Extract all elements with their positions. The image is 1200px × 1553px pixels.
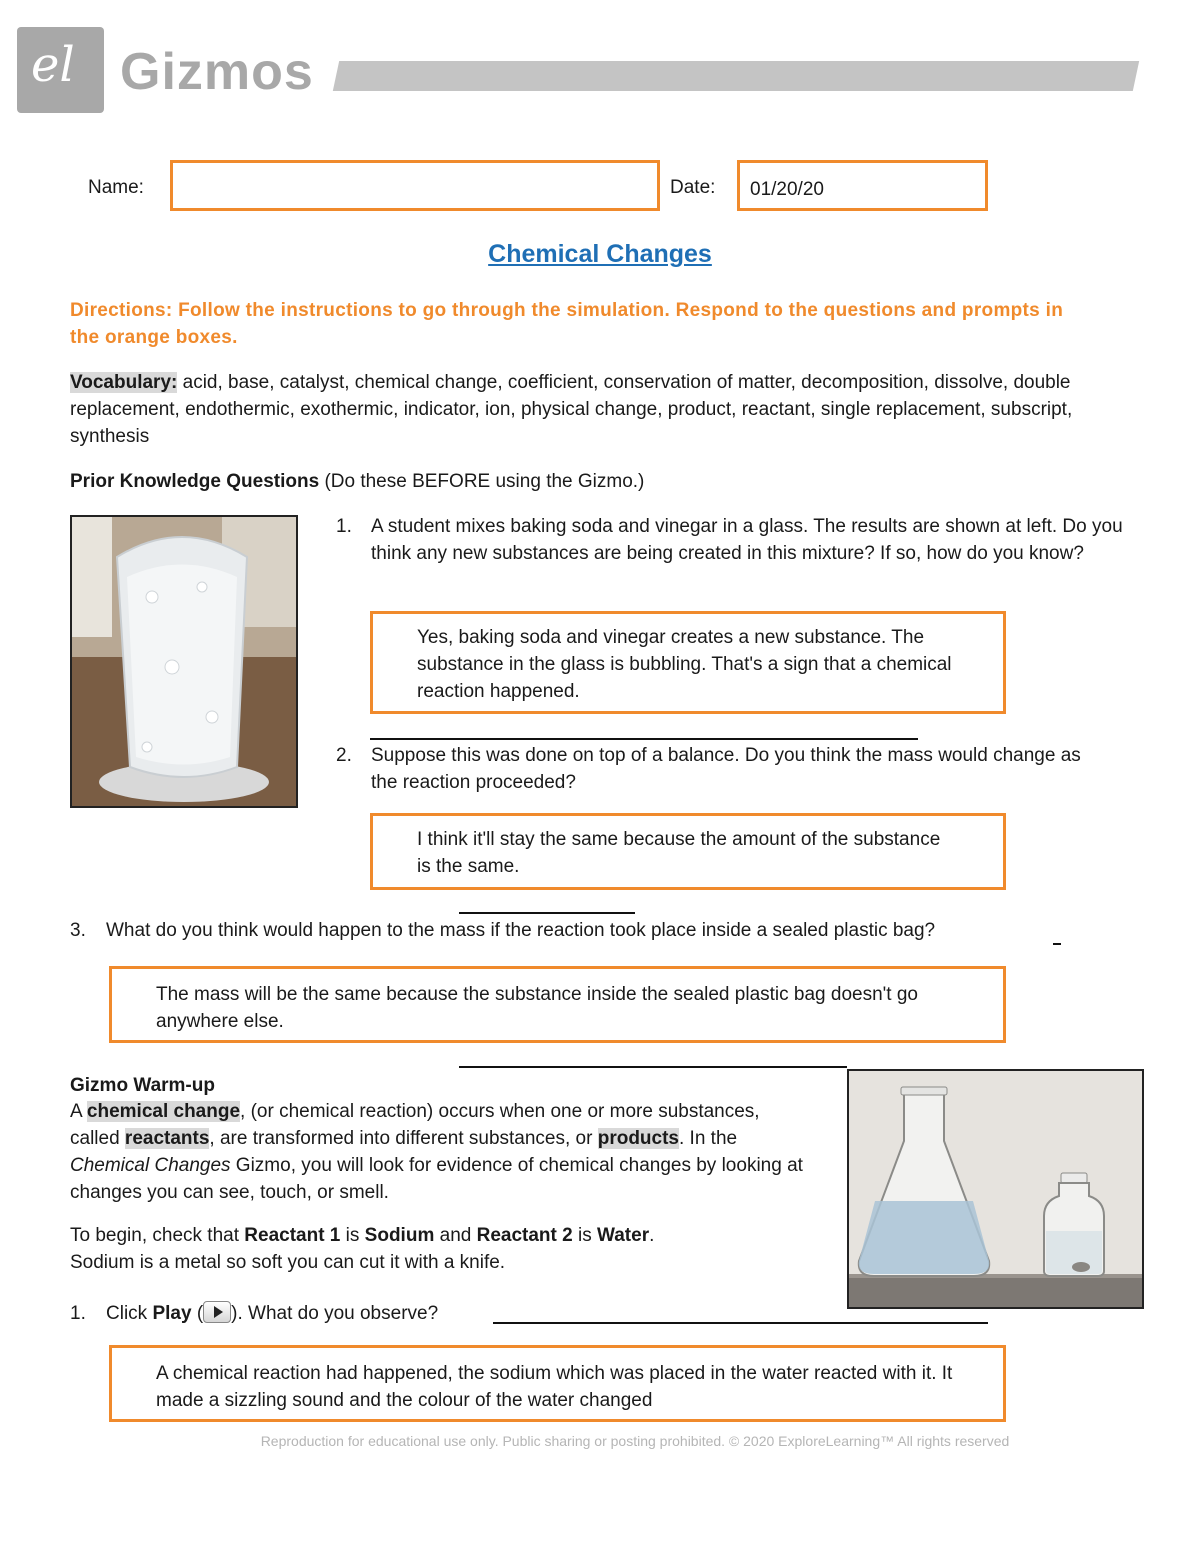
prior-q1-answer: Yes, baking soda and vinegar creates a new substance. The substance in the glass is bubbling. That's a sign that a chemical reaction happened. bbox=[417, 627, 952, 702]
answer-underline bbox=[1053, 943, 1061, 945]
warmup-p2-text-a: To begin, check that bbox=[70, 1225, 245, 1246]
term-reactants: reactants bbox=[124, 1128, 210, 1149]
prior-q1-answer-box[interactable] bbox=[370, 611, 1006, 714]
foam-glass-illustration bbox=[72, 517, 296, 806]
prior-q1-text: A student mixes baking soda and vinegar in a glass. The results are shown at left. Do you think any new substances are being created in this mixture? If so, how do you know? bbox=[371, 516, 1123, 564]
prior-q3-answer-box[interactable] bbox=[109, 966, 1006, 1043]
reactant-1-label: Reactant 1 bbox=[244, 1225, 341, 1246]
vocabulary bbox=[70, 369, 1120, 450]
date-field[interactable] bbox=[737, 160, 988, 211]
brand-name: Gizmos bbox=[120, 43, 314, 101]
warmup-q1-number: 1. bbox=[70, 1303, 86, 1324]
answer-underline bbox=[493, 1322, 988, 1324]
warmup-p2-text-f: Sodium is a metal so soft you can cut it with a knife. bbox=[70, 1252, 506, 1273]
warmup-heading: Gizmo Warm-up bbox=[70, 1075, 215, 1096]
answer-underline bbox=[459, 912, 635, 914]
play-label: Play bbox=[152, 1303, 192, 1324]
prior-q3-answer: The mass will be the same because the substance inside the sealed plastic bag doesn't go anywhere else. bbox=[156, 984, 918, 1032]
answer-underline bbox=[370, 738, 918, 740]
gizmo-name: Chemical Changes bbox=[70, 1155, 231, 1176]
warmup-q1-text-a: Click bbox=[106, 1303, 153, 1324]
warmup-p2-text-c: and bbox=[434, 1225, 477, 1246]
date-value: 01/20/20 bbox=[750, 179, 824, 200]
warmup-p1-text-d: . In the bbox=[679, 1128, 738, 1149]
warmup-p1-text-b: , (or chemical reaction) occurs when one or more substances, called bbox=[70, 1101, 760, 1149]
logo-block bbox=[17, 27, 104, 113]
name-field[interactable] bbox=[170, 160, 660, 211]
warmup-paragraph-2 bbox=[70, 1222, 810, 1276]
name-label: Name: bbox=[88, 177, 144, 198]
vocabulary-label: Vocabulary: bbox=[70, 372, 178, 393]
prior-q3-text: What do you think would happen to the mass if the reaction took place inside a sealed plastic bag? bbox=[106, 920, 936, 941]
term-chemical-change: chemical change bbox=[86, 1101, 241, 1122]
play-icon[interactable] bbox=[203, 1301, 231, 1323]
warmup-paragraph-1 bbox=[70, 1098, 810, 1206]
warmup-p2-text-d: is bbox=[572, 1225, 597, 1246]
warmup-p1-text-c: , are transformed into different substances, or bbox=[209, 1128, 598, 1149]
warmup-q1-text bbox=[106, 1300, 438, 1327]
prior-q2-number: 2. bbox=[336, 745, 352, 766]
answer-underline bbox=[459, 1066, 847, 1068]
prior-heading-title: Prior Knowledge Questions bbox=[70, 471, 320, 492]
warmup-p1-text-a: A bbox=[70, 1101, 87, 1122]
warmup-q1-text-c: ). What do you observe? bbox=[231, 1303, 439, 1324]
vocabulary-terms: acid, base, catalyst, chemical change, coefficient, conservation of matter, decomposition, dissolve, double replacement, endothermic, exothermic, indicator, ion, physical change, product, reactant, single replacement, subscript, synthesis bbox=[70, 372, 1073, 447]
page-title: Chemical Changes bbox=[488, 240, 712, 268]
prior-q2-answer: I think it'll stay the same because the amount of the substance is the same. bbox=[417, 829, 941, 877]
reactant-2-label: Reactant 2 bbox=[476, 1225, 573, 1246]
warmup-p1-text-e: Gizmo, you will look for evidence of chemical changes by looking at changes you can see, touch, or smell. bbox=[70, 1155, 803, 1203]
warmup-q1-text-b: ( bbox=[191, 1303, 204, 1324]
prior-heading bbox=[70, 468, 644, 495]
warmup-q1-answer-box[interactable] bbox=[109, 1345, 1006, 1422]
foam-glass-photo bbox=[70, 515, 298, 808]
prior-q2-text: Suppose this was done on top of a balance. Do you think the mass would change as the reaction proceeded? bbox=[371, 745, 1081, 793]
directions: Directions: Follow the instructions to go through the simulation. Respond to the questions and prompts in the orange boxes. bbox=[70, 300, 1064, 348]
flask-illustration bbox=[849, 1071, 1142, 1307]
logo-mark: el bbox=[31, 37, 75, 93]
warmup-q1-answer: A chemical reaction had happened, the sodium which was placed in the water reacted with it. It made a sizzling sound and the colour of the water changed bbox=[156, 1363, 953, 1411]
sodium-label: Sodium bbox=[364, 1225, 435, 1246]
date-label: Date: bbox=[670, 177, 716, 198]
prior-heading-note: (Do these BEFORE using the Gizmo.) bbox=[324, 471, 645, 492]
warmup-p2-text-b: is bbox=[340, 1225, 365, 1246]
prior-q1-number: 1. bbox=[336, 516, 352, 537]
flask-simulation-image bbox=[847, 1069, 1144, 1309]
term-products: products bbox=[597, 1128, 679, 1149]
water-label: Water bbox=[597, 1225, 650, 1246]
footer-notice: Reproduction for educational use only. Public sharing or posting prohibited. © 2020 ExploreLearning™ All rights reserved bbox=[260, 1433, 1010, 1449]
header-stripe bbox=[333, 61, 1139, 91]
prior-q3-number: 3. bbox=[70, 920, 86, 941]
warmup-p2-text-e: . bbox=[649, 1225, 655, 1246]
prior-q2-answer-box[interactable] bbox=[370, 813, 1006, 890]
